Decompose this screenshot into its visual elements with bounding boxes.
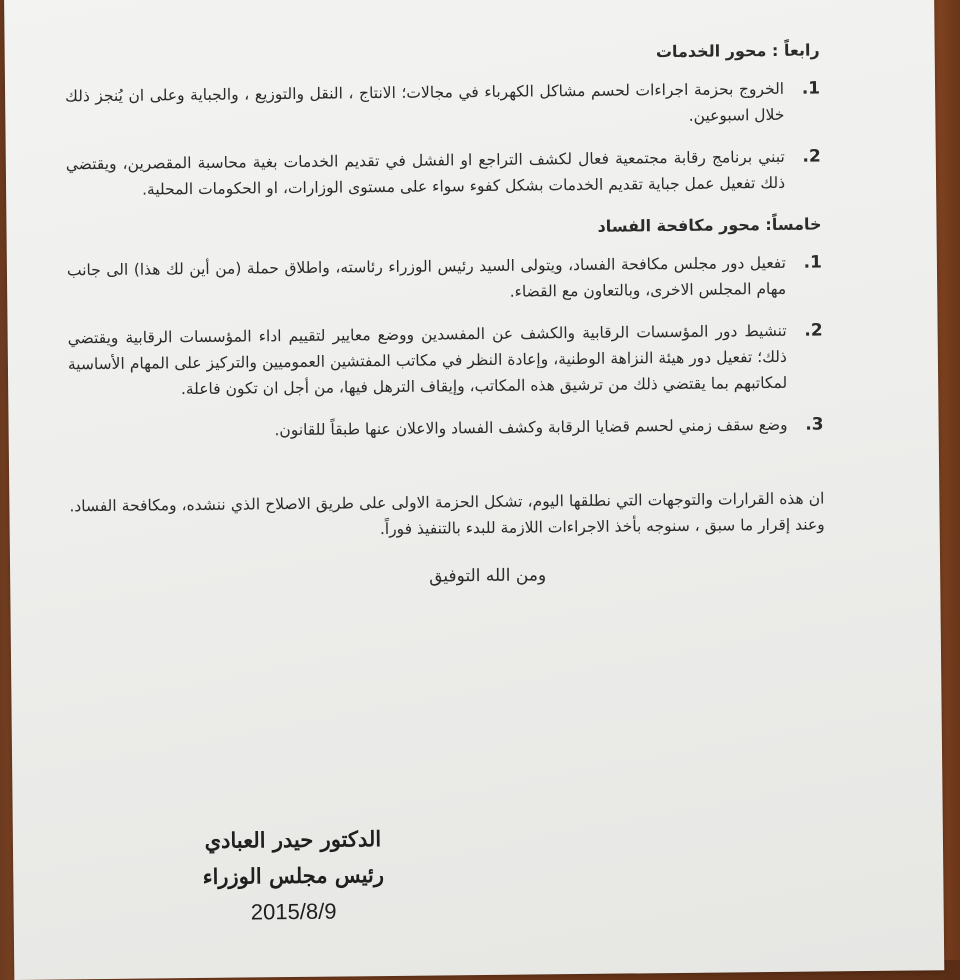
list-item: [66, 143, 822, 203]
list-item: [67, 249, 823, 309]
section-services-title: رابعاً : محور الخدمات: [655, 40, 820, 62]
list-item: [68, 317, 824, 403]
item-number: 1.: [803, 252, 823, 273]
item-text: تبني برنامج رقابة مجتمعية فعال لكشف التراجع او الفشل في تقديم الخدمات بغية محاسبة المقصرين، ويقتضي ذلك تفعيل عمل جباية تقديم الخدمات بشكل كفوء سواء على مستوى الوزارات، او الحكومات المحلية.: [65, 147, 786, 199]
document-page: [4, 0, 944, 980]
list-item: [68, 411, 823, 445]
closing-blessing: ومن الله التوفيق: [429, 565, 547, 587]
item-text: تنشيط دور المؤسسات الرقابية والكشف عن المفسدين ووضع معايير لتقييم اداء المؤسسات الرقابية ويقتضي ذلك؛ تفعيل دور هيئة النزاهة الوطنية، وإعادة النظر في مكاتب المفتشين العموميين والتركيز على المهام الأساسية لمكاتبهم بما يقتضي ذلك من ترشيق هذه المكاتب، وإيقاف الترهل فيها، من أجل ان تكون فاعلة.: [67, 321, 788, 399]
item-number: 1.: [801, 78, 821, 99]
item-text: تفعيل دور مجلس مكافحة الفساد، ويتولى السيد رئيس الوزراء رئاسته، واطلاق حملة (من أين لك هذا) الى جانب مهام المجلس الاخرى، وبالتعاون مع القضاء.: [66, 253, 787, 301]
item-number: 2.: [802, 146, 821, 167]
section-anticorruption-title: خامساً: محور مكافحة الفساد: [597, 214, 822, 236]
document-body: [65, 31, 826, 593]
closing-paragraph: ان هذه القرارات والتوجهات التي نطلقها اليوم، تشكل الحزمة الاولى على طريق الاصلاح الذي ننشده، ومكافحة الفساد. وعند إقرار ما سبق ، سنوجه بأخذ الاجراءات اللازمة للبدء بالتنفيذ فوراً.: [69, 489, 825, 539]
document-date: 2015/8/9: [250, 898, 337, 925]
item-number: 3.: [805, 414, 824, 435]
item-text: الخروج بحزمة اجراءات لحسم مشاكل الكهرباء في مجالات؛ الانتاج ، النقل والتوزيع ، والجباية وعلى ان يُنجز ذلك خلال اسبوعين.: [65, 79, 785, 125]
signatory-title: رئيس مجلس الوزراء: [202, 862, 385, 889]
list-item: [65, 75, 821, 135]
item-number: 2.: [804, 320, 823, 341]
item-text: وضع سقف زمني لحسم قضايا الرقابة وكشف الفساد والاعلان عنها طبقاً للقانون.: [274, 415, 788, 440]
signature-block: [173, 821, 414, 932]
signatory-name: الدكتور حيدر العبادي: [204, 826, 382, 853]
